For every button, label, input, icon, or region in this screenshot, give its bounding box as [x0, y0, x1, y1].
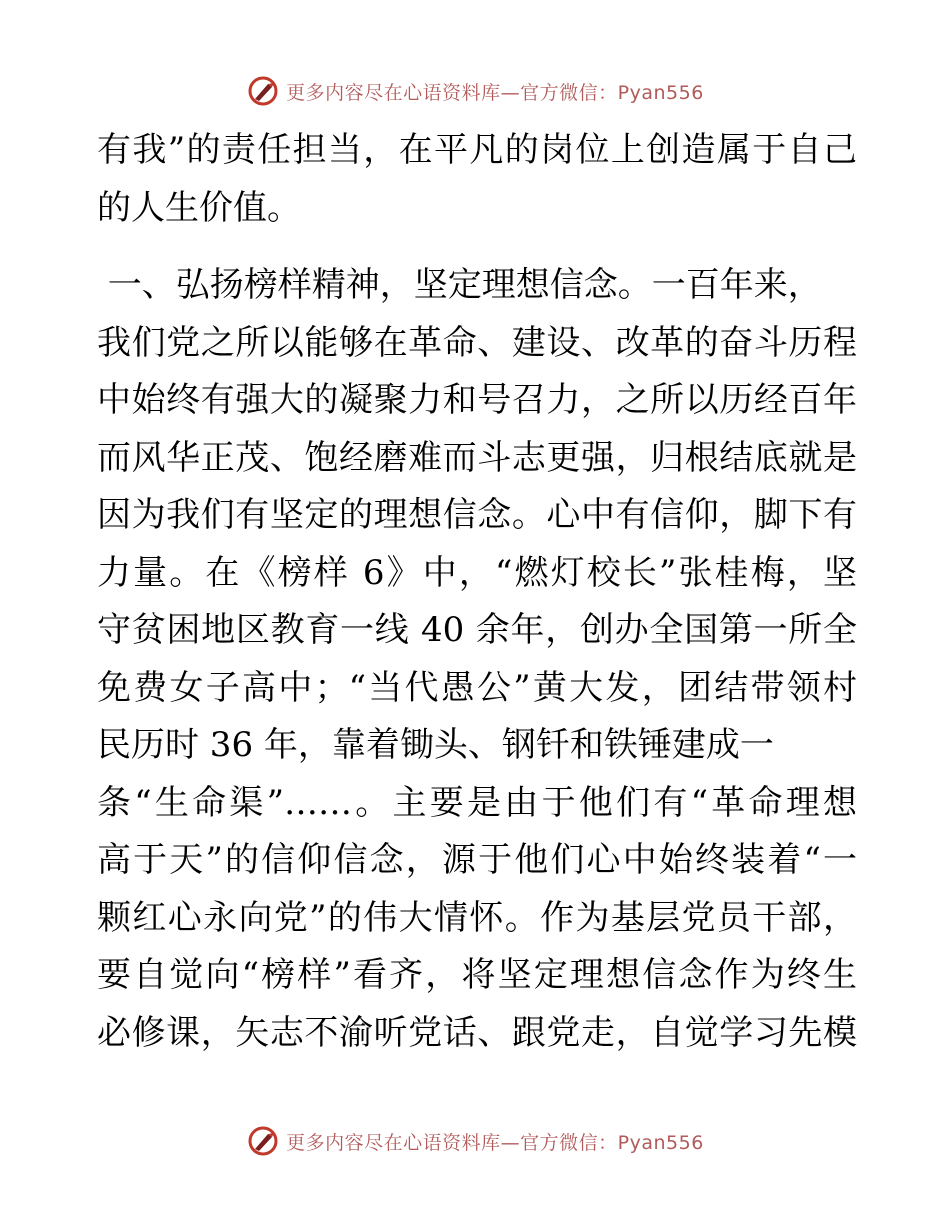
text-line: 的人生价值。	[97, 187, 301, 228]
text-line: 我们党之所以能够在革命、建设、改革的奋斗历程	[97, 322, 857, 363]
footer-watermark	[0, 1124, 950, 1158]
text-line: 要自觉向“榜样”看齐，将坚定理想信念作为终生	[97, 955, 857, 995]
watermark-text: 更多内容尽在心语资料库—官方微信：Pyan556	[286, 1131, 704, 1154]
paragraph-2	[97, 257, 857, 1062]
text-line: 有我”的责任担当，在平凡的岗位上创造属于自己	[97, 130, 857, 170]
text-line: 必修课，矢志不渝听党话、跟党走，自觉学习先模	[97, 1012, 857, 1053]
text-line: 条“生命渠”……。主要是由于他们有“革命理想	[97, 782, 857, 823]
text-line: 民历时 36 年，靠着锄头、钢钎和铁锤建成一	[97, 725, 774, 765]
text-line: 力量。在《榜样 6》中，“燃灯校长”张桂梅，坚	[97, 552, 857, 593]
text-line: 一、弘扬榜样精神，坚定理想信念。一百年来，	[97, 265, 822, 305]
text-line: 高于天”的信仰信念，源于他们心中始终装着“一	[97, 840, 857, 880]
pen-logo-icon	[246, 74, 280, 108]
text-line: 中始终有强大的凝聚力和号召力，之所以历经百年	[97, 380, 857, 420]
text-line: 颗红心永向党”的伟大情怀。作为基层党员干部，	[97, 897, 857, 938]
text-line: 而风华正茂、饱经磨难而斗志更强，归根结底就是	[97, 437, 857, 478]
text-line: 因为我们有坚定的理想信念。心中有信仰，脚下有	[97, 495, 857, 535]
text-line: 免费女子高中；“当代愚公”黄大发，团结带领村	[97, 667, 857, 708]
text-line: 守贫困地区教育一线 40 余年，创办全国第一所全	[97, 610, 857, 650]
header-watermark	[0, 74, 950, 108]
watermark-text: 更多内容尽在心语资料库—官方微信：Pyan556	[286, 81, 704, 104]
document-body	[97, 122, 857, 1062]
paragraph-1	[97, 122, 857, 237]
pen-logo-icon	[246, 1124, 280, 1158]
